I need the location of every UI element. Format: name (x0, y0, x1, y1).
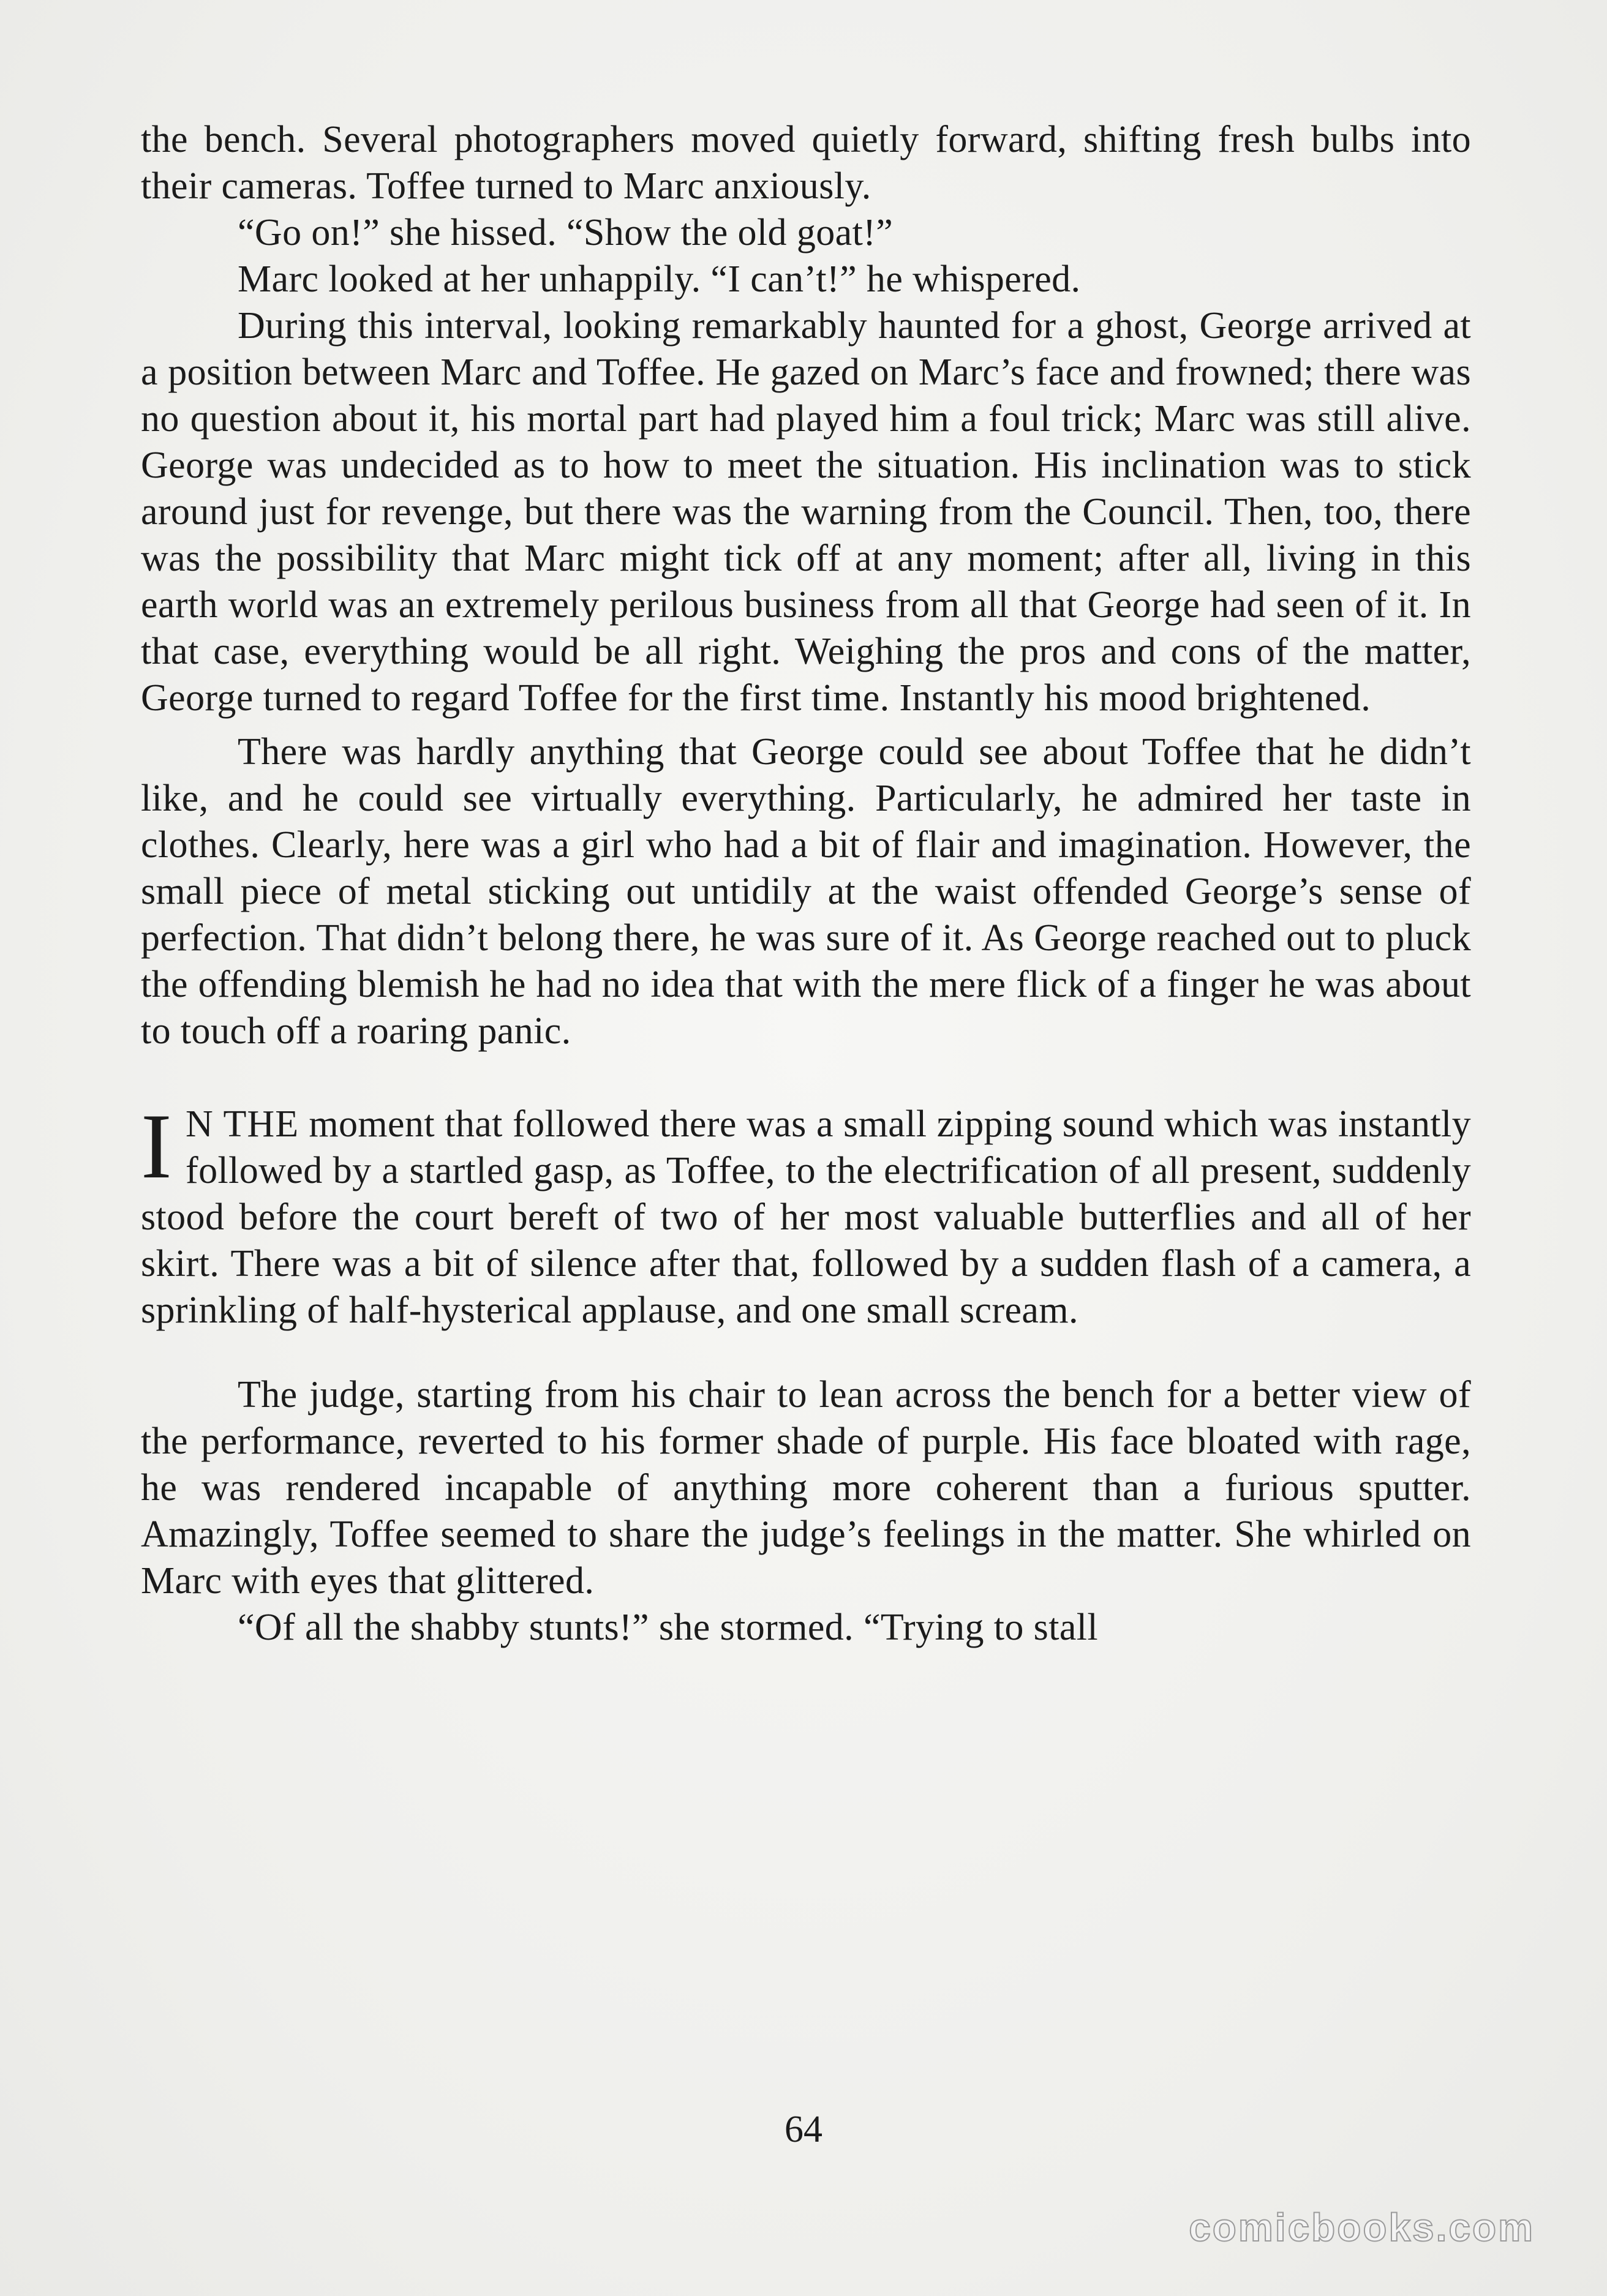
paragraph-george-admires: There was hardly anything that George could see about Toffee that he didn’t like, and he could see virtually everything. Particularly, he admired her taste in clothes. Clearly, here was a girl who had a bit of flair and imagination. However, the small piece of metal sticking out untidily at the waist offended George’s sense of perfection. That didn’t belong there, he was sure of it. As George reached out to pluck the offending blemish he had no idea that with the mere flick of a finger he was about to touch off a roaring panic. (141, 731, 1471, 1052)
watermark-logo: comicbooks.com (1189, 2205, 1535, 2249)
paragraph-judge-reaction: The judge, starting from his chair to lean across the bench for a better view of the performance, reverted to his former shade of purple. His face bloated with rage, he was rendered incapable of anything more coherent than a furious sputter. Amazingly, Toffee seemed to share the judge’s feelings in the matter. She whirled on Marc with eyes that glittered. (141, 1374, 1471, 1602)
paragraph-marc-whisper: Marc looked at her unhappily. “I can’t!” he whispered. (238, 258, 1081, 300)
paragraph-george-arrives: During this interval, looking remarkably haunted for a ghost, George arrived at a position between Marc and Toffee. He gazed on Marc’s face and frowned; there was no question about it, his mortal part had played him a foul trick; Marc was still alive. George was undecided as to how to meet the situation. His inclination was to stick around just for revenge, but there was the warning from the Council. Then, too, there was the possibility that Marc might tick off at any moment; after all, living in this earth world was an extremely perilous business from all that George had seen of it. In that case, everything would be all right. Weighing the pros and cons of the matter, George turned to regard Toffee for the first time. Instantly his mood brightened. (141, 305, 1471, 719)
section-opening (141, 1095, 1471, 1334)
paragraph-continuation: the bench. Several photographers moved quietly forward, shifting fresh bulbs into their cameras. Toffee turned to Marc anxiously. (141, 119, 1471, 207)
page-number: 64 (785, 2109, 822, 2150)
story-text (141, 116, 1471, 1651)
paragraph-toffee-hiss: “Go on!” she hissed. “Show the old goat!” (238, 212, 894, 253)
section-lead-caps: N THE (186, 1103, 299, 1145)
paragraph-toffee-storms: “Of all the shabby stunts!” she stormed. “Trying to stall (238, 1607, 1098, 1648)
section-text: moment that followed there was a small zipping sound which was instantly followed by a startled gasp, as Toffee, to the electrification of all present, suddenly stood before the court bereft of two of her most valuable butterflies and all of her skirt. There was a bit of silence after that, followed by a sudden flash of a camera, a sprinkling of half-hysterical applause, and one small scream. (141, 1103, 1471, 1331)
drop-cap: I (141, 1095, 173, 1198)
